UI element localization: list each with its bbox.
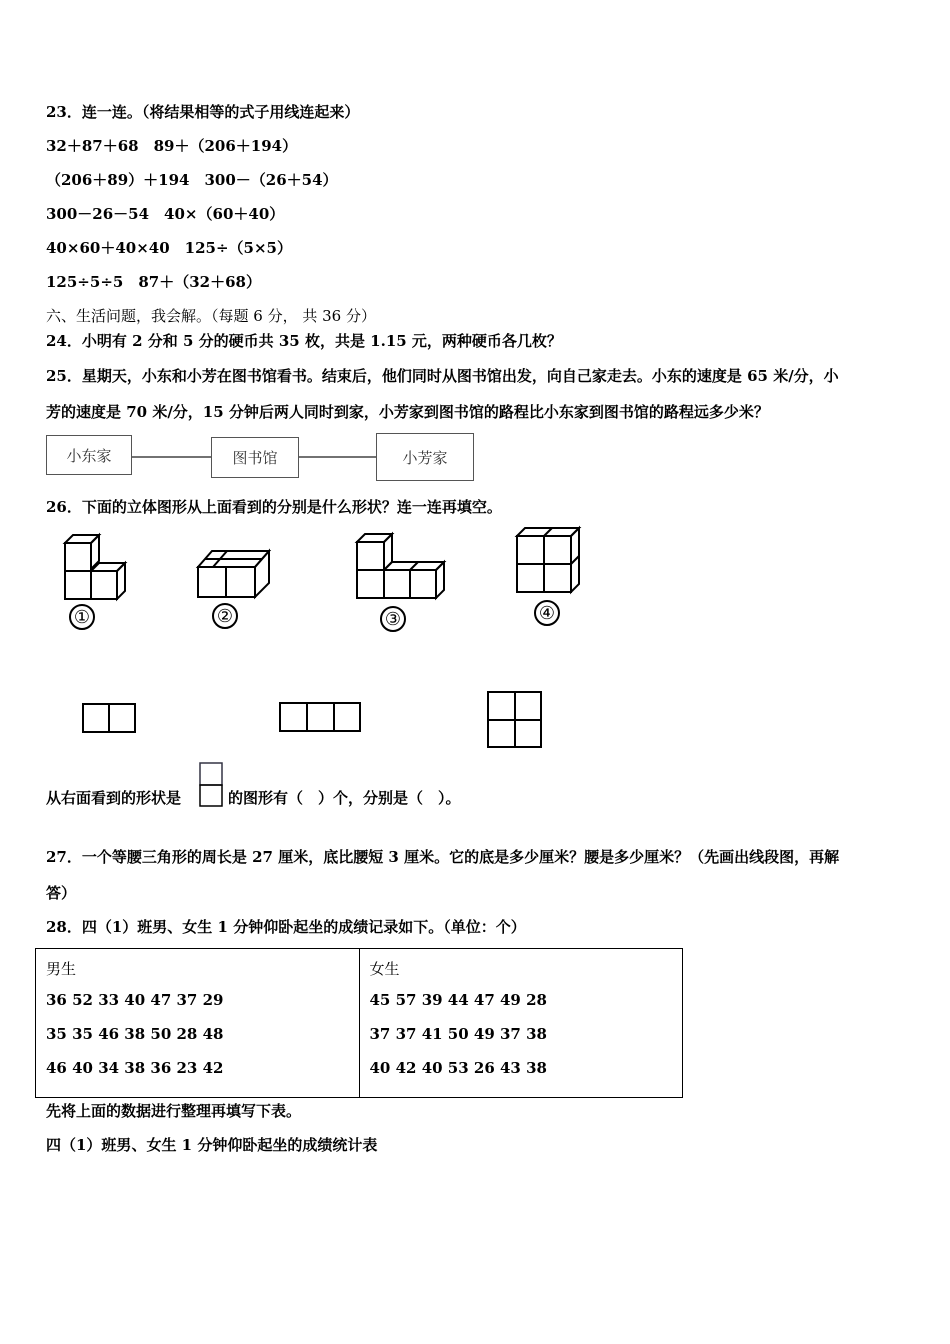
top-view-3-squares (279, 702, 369, 734)
q26-fill-prefix: 从右面看到的形状是 (46, 789, 182, 807)
label-figure-2: ② (212, 603, 238, 629)
q25-line-2: 芳的速度是 70 米/分，15 分钟后两人同时到家，小芳家到图书馆的路程比小东家到图书馆的路程远多少米？ (46, 403, 769, 421)
girls-row-3: 40 42 40 53 26 43 38 (369, 1059, 547, 1077)
girls-header: 女生 (369, 960, 400, 978)
section6-title: 六、生活问题，我会解。（每题 6 分， 共 36 分） (46, 307, 376, 325)
q27-line-2: 答） (46, 884, 77, 902)
q23-row-2: （206＋89）＋194 300－（26＋54） (46, 171, 338, 189)
q27-line-1: 27．一个等腰三角形的周长是 27 厘米，底比腰短 3 厘米。它的底是多少厘米？腰是多少厘米？（先画出线段图，再解 (46, 848, 840, 866)
q26-fill-suffix: 的图形有（ ）个，分别是（ ）。 (228, 789, 461, 807)
label-figure-1: ① (69, 604, 95, 630)
label-figure-3: ③ (380, 606, 406, 632)
solid-figure-1 (60, 533, 140, 613)
boys-row-3: 46 40 34 38 36 23 42 (46, 1059, 224, 1077)
scores-table (35, 948, 683, 1098)
girls-cell (359, 949, 683, 1098)
side-view-stacked-squares (199, 762, 225, 810)
top-view-2x2-squares (487, 691, 547, 751)
solid-figure-2 (193, 545, 283, 615)
boys-row-1: 36 52 33 40 47 37 29 (46, 991, 224, 1009)
boys-row-2: 35 35 46 38 50 28 48 (46, 1025, 224, 1043)
box-xiaofang-home: 小芳家 (376, 433, 474, 481)
boys-header: 男生 (46, 960, 77, 978)
q23-row-3: 300－26－54 40×（60＋40） (46, 205, 285, 223)
q23-row-5: 125÷5÷5 87＋（32＋68） (46, 273, 261, 291)
q23-row-1: 32＋87＋68 89＋（206＋194） (46, 137, 298, 155)
q25-route-diagram (0, 430, 950, 490)
q23-row-4: 40×60＋40×40 125÷（5×5） (46, 239, 292, 257)
q23-title: 23．连一连。（将结果相等的式子用线连起来） (46, 103, 360, 121)
solid-figure-4 (513, 526, 593, 601)
girls-row-2: 37 37 41 50 49 37 38 (369, 1025, 547, 1043)
girls-row-1: 45 57 39 44 47 49 28 (369, 991, 547, 1009)
q24-text: 24．小明有 2 分和 5 分的硬币共 35 枚，共是 1.15 元，两种硬币各几枚？ (46, 332, 562, 350)
top-view-2-squares (82, 703, 142, 735)
box-xiaodong-home: 小东家 (46, 435, 132, 475)
q28-after-1: 先将上面的数据进行整理再填写下表。 (46, 1102, 302, 1120)
q26-text: 26．下面的立体图形从上面看到的分别是什么形状？连一连再填空。 (46, 498, 502, 516)
q28-text: 28．四（1）班男、女生 1 分钟仰卧起坐的成绩记录如下。（单位：个） (46, 918, 526, 936)
q28-after-2: 四（1）班男、女生 1 分钟仰卧起坐的成绩统计表 (46, 1136, 378, 1154)
solid-figure-3 (352, 530, 452, 605)
boys-cell (36, 949, 360, 1098)
box-library: 图书馆 (211, 437, 299, 478)
label-figure-4: ④ (534, 600, 560, 626)
q25-line-1: 25．星期天，小东和小芳在图书馆看书。结束后，他们同时从图书馆出发，向自己家走去。小东的速度是 65 米/分，小 (46, 367, 839, 385)
